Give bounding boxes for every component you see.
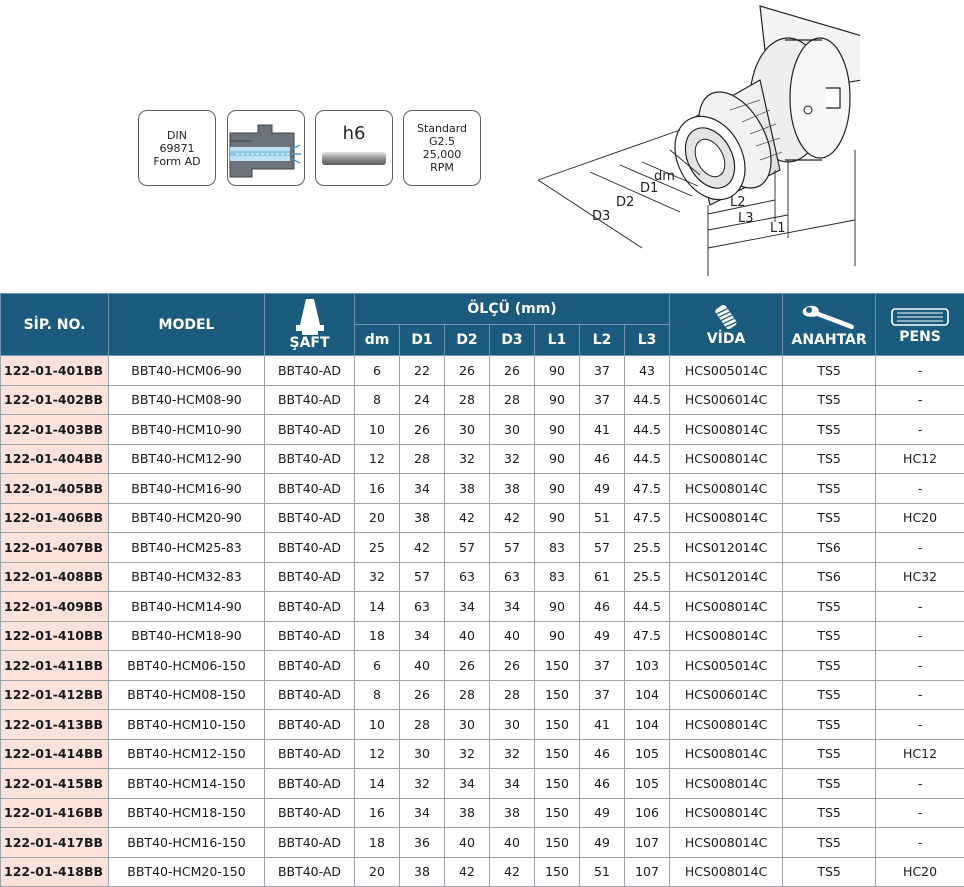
cell-l1: 90 xyxy=(535,385,580,415)
cell-saft: BBT40-AD xyxy=(265,503,355,533)
cell-anahtar: TS6 xyxy=(783,533,876,563)
cell-d1: 63 xyxy=(400,592,445,622)
cell-l1: 150 xyxy=(535,828,580,858)
cell-vida: HCS008014C xyxy=(670,828,783,858)
header-d3: D3 xyxy=(490,325,535,356)
cell-d1: 42 xyxy=(400,533,445,563)
cell-saft: BBT40-AD xyxy=(265,680,355,710)
cell-d3: 30 xyxy=(490,710,535,740)
table-row xyxy=(1,444,964,474)
cell-l2: 51 xyxy=(580,503,625,533)
cell-sip-no: 122-01-406BB xyxy=(1,503,109,533)
cell-anahtar: TS5 xyxy=(783,415,876,445)
cell-anahtar: TS5 xyxy=(783,769,876,799)
cell-l2: 46 xyxy=(580,444,625,474)
cell-d2: 30 xyxy=(445,415,490,445)
cell-l3: 103 xyxy=(625,651,670,681)
cell-l1: 90 xyxy=(535,592,580,622)
cell-dm: 12 xyxy=(355,444,400,474)
cell-l2: 49 xyxy=(580,474,625,504)
cell-d2: 34 xyxy=(445,592,490,622)
cell-dm: 20 xyxy=(355,503,400,533)
cell-sip-no: 122-01-416BB xyxy=(1,798,109,828)
cell-saft: BBT40-AD xyxy=(265,857,355,887)
cell-d2: 28 xyxy=(445,680,490,710)
cell-anahtar: TS6 xyxy=(783,562,876,592)
cell-l1: 150 xyxy=(535,769,580,799)
cell-sip-no: 122-01-401BB xyxy=(1,356,109,386)
cell-l3: 106 xyxy=(625,798,670,828)
cell-saft: BBT40-AD xyxy=(265,651,355,681)
cell-vida: HCS008014C xyxy=(670,415,783,445)
table-row xyxy=(1,385,964,415)
table-row xyxy=(1,592,964,622)
cell-sip-no: 122-01-415BB xyxy=(1,769,109,799)
cell-model: BBT40-HCM14-150 xyxy=(109,769,265,799)
cell-l1: 90 xyxy=(535,503,580,533)
cell-anahtar: TS5 xyxy=(783,680,876,710)
cell-pens: HC12 xyxy=(876,444,964,474)
cell-l2: 37 xyxy=(580,356,625,386)
cell-pens: - xyxy=(876,621,964,651)
cell-l1: 150 xyxy=(535,710,580,740)
cell-l2: 37 xyxy=(580,651,625,681)
cell-dm: 8 xyxy=(355,385,400,415)
header-pens-label: PENS xyxy=(876,329,964,345)
cell-l1: 90 xyxy=(535,415,580,445)
dim-d3-label: D3 xyxy=(592,209,610,224)
cell-d2: 26 xyxy=(445,356,490,386)
cell-d3: 28 xyxy=(490,680,535,710)
cell-d3: 40 xyxy=(490,621,535,651)
table-row xyxy=(1,651,964,681)
cell-d2: 40 xyxy=(445,828,490,858)
cell-sip-no: 122-01-402BB xyxy=(1,385,109,415)
cell-vida: HCS008014C xyxy=(670,621,783,651)
cell-sip-no: 122-01-405BB xyxy=(1,474,109,504)
cell-dm: 12 xyxy=(355,739,400,769)
din-standard-badge xyxy=(138,110,216,186)
cell-d3: 63 xyxy=(490,562,535,592)
cell-saft: BBT40-AD xyxy=(265,769,355,799)
tool-holder-drawing xyxy=(530,0,860,280)
din-standard-text: DIN 69871 Form AD xyxy=(153,129,200,168)
shank-icon xyxy=(290,299,330,335)
cell-l1: 150 xyxy=(535,798,580,828)
header-l1: L1 xyxy=(535,325,580,356)
cell-sip-no: 122-01-411BB xyxy=(1,651,109,681)
cell-pens: - xyxy=(876,769,964,799)
cell-sip-no: 122-01-403BB xyxy=(1,415,109,445)
cell-d1: 26 xyxy=(400,415,445,445)
cell-anahtar: TS5 xyxy=(783,651,876,681)
cell-d1: 28 xyxy=(400,710,445,740)
cell-dm: 8 xyxy=(355,680,400,710)
table-row xyxy=(1,798,964,828)
cell-d2: 40 xyxy=(445,621,490,651)
table-row xyxy=(1,857,964,887)
cell-l1: 150 xyxy=(535,651,580,681)
cell-sip-no: 122-01-404BB xyxy=(1,444,109,474)
cell-d1: 40 xyxy=(400,651,445,681)
cell-pens: - xyxy=(876,385,964,415)
cell-sip-no: 122-01-414BB xyxy=(1,739,109,769)
cell-l1: 90 xyxy=(535,621,580,651)
header-l3: L3 xyxy=(625,325,670,356)
cell-l2: 46 xyxy=(580,739,625,769)
cell-l1: 90 xyxy=(535,444,580,474)
cell-dm: 18 xyxy=(355,621,400,651)
cell-l2: 57 xyxy=(580,533,625,563)
cell-l3: 44.5 xyxy=(625,592,670,622)
header-vida xyxy=(670,294,783,356)
table-row xyxy=(1,621,964,651)
cell-l3: 44.5 xyxy=(625,444,670,474)
cell-saft: BBT40-AD xyxy=(265,592,355,622)
cell-saft: BBT40-AD xyxy=(265,739,355,769)
cell-d1: 36 xyxy=(400,828,445,858)
table-row xyxy=(1,474,964,504)
cell-dm: 25 xyxy=(355,533,400,563)
cell-l3: 105 xyxy=(625,739,670,769)
header-l2: L2 xyxy=(580,325,625,356)
cell-anahtar: TS5 xyxy=(783,503,876,533)
cell-vida: HCS008014C xyxy=(670,592,783,622)
header-dm: dm xyxy=(355,325,400,356)
cell-d3: 42 xyxy=(490,857,535,887)
cell-saft: BBT40-AD xyxy=(265,533,355,563)
table-row xyxy=(1,710,964,740)
dim-l2-label: L2 xyxy=(730,195,746,210)
cell-saft: BBT40-AD xyxy=(265,562,355,592)
cell-d1: 34 xyxy=(400,798,445,828)
cell-vida: HCS006014C xyxy=(670,680,783,710)
cell-l3: 44.5 xyxy=(625,415,670,445)
cell-d3: 42 xyxy=(490,503,535,533)
cell-model: BBT40-HCM12-90 xyxy=(109,444,265,474)
dim-l3-label: L3 xyxy=(738,211,754,226)
coolant-section-icon xyxy=(228,111,304,185)
tolerance-badge xyxy=(315,110,393,186)
dim-l1-label: L1 xyxy=(770,221,786,236)
cell-anahtar: TS5 xyxy=(783,857,876,887)
cell-dm: 16 xyxy=(355,474,400,504)
cell-d2: 38 xyxy=(445,798,490,828)
balance-standard-text: Standard G2.5 25,000 RPM xyxy=(417,122,467,174)
cell-d3: 32 xyxy=(490,444,535,474)
header-sip-no: SİP. NO. xyxy=(1,294,109,356)
cell-l2: 49 xyxy=(580,798,625,828)
cell-dm: 16 xyxy=(355,798,400,828)
cell-d1: 34 xyxy=(400,474,445,504)
cell-l2: 49 xyxy=(580,828,625,858)
cell-d1: 38 xyxy=(400,503,445,533)
cell-pens: - xyxy=(876,710,964,740)
cell-model: BBT40-HCM12-150 xyxy=(109,739,265,769)
cell-pens: - xyxy=(876,592,964,622)
cell-dm: 14 xyxy=(355,769,400,799)
cell-dm: 18 xyxy=(355,828,400,858)
cell-anahtar: TS5 xyxy=(783,710,876,740)
cell-sip-no: 122-01-412BB xyxy=(1,680,109,710)
cell-dm: 32 xyxy=(355,562,400,592)
cell-d1: 32 xyxy=(400,769,445,799)
cell-pens: HC12 xyxy=(876,739,964,769)
cell-l2: 37 xyxy=(580,385,625,415)
cell-vida: HCS005014C xyxy=(670,651,783,681)
cell-d3: 34 xyxy=(490,769,535,799)
cell-model: BBT40-HCM06-150 xyxy=(109,651,265,681)
cell-vida: HCS008014C xyxy=(670,444,783,474)
cell-saft: BBT40-AD xyxy=(265,444,355,474)
cell-l1: 90 xyxy=(535,356,580,386)
cell-l2: 41 xyxy=(580,415,625,445)
cell-d3: 34 xyxy=(490,592,535,622)
table-row xyxy=(1,503,964,533)
cell-l2: 41 xyxy=(580,710,625,740)
cell-l1: 150 xyxy=(535,739,580,769)
cell-saft: BBT40-AD xyxy=(265,415,355,445)
cell-anahtar: TS5 xyxy=(783,828,876,858)
cell-pens: - xyxy=(876,651,964,681)
screw-icon xyxy=(711,303,741,331)
table-row xyxy=(1,828,964,858)
header-vida-label: VİDA xyxy=(670,331,782,347)
cell-vida: HCS005014C xyxy=(670,356,783,386)
cell-model: BBT40-HCM08-150 xyxy=(109,680,265,710)
cell-d3: 38 xyxy=(490,474,535,504)
cell-l3: 47.5 xyxy=(625,503,670,533)
cell-d2: 32 xyxy=(445,739,490,769)
cell-l1: 83 xyxy=(535,533,580,563)
cell-l3: 25.5 xyxy=(625,562,670,592)
cell-model: BBT40-HCM32-83 xyxy=(109,562,265,592)
cell-vida: HCS008014C xyxy=(670,857,783,887)
balance-standard-badge xyxy=(403,110,481,186)
cell-d3: 26 xyxy=(490,356,535,386)
cell-d3: 32 xyxy=(490,739,535,769)
cell-l1: 150 xyxy=(535,680,580,710)
cell-d2: 26 xyxy=(445,651,490,681)
cell-l1: 150 xyxy=(535,857,580,887)
cell-vida: HCS008014C xyxy=(670,474,783,504)
table-row xyxy=(1,680,964,710)
cell-model: BBT40-HCM06-90 xyxy=(109,356,265,386)
spec-table-body xyxy=(1,356,964,887)
cell-l2: 46 xyxy=(580,592,625,622)
cell-model: BBT40-HCM14-90 xyxy=(109,592,265,622)
cell-model: BBT40-HCM20-90 xyxy=(109,503,265,533)
cell-anahtar: TS5 xyxy=(783,621,876,651)
cell-sip-no: 122-01-407BB xyxy=(1,533,109,563)
cell-vida: HCS008014C xyxy=(670,710,783,740)
cell-anahtar: TS5 xyxy=(783,592,876,622)
cell-sip-no: 122-01-418BB xyxy=(1,857,109,887)
table-row xyxy=(1,415,964,445)
cell-model: BBT40-HCM18-150 xyxy=(109,798,265,828)
cell-model: BBT40-HCM08-90 xyxy=(109,385,265,415)
cell-dm: 20 xyxy=(355,857,400,887)
cell-l3: 47.5 xyxy=(625,474,670,504)
cell-d2: 30 xyxy=(445,710,490,740)
cell-d3: 30 xyxy=(490,415,535,445)
cell-d1: 22 xyxy=(400,356,445,386)
header-model: MODEL xyxy=(109,294,265,356)
cell-saft: BBT40-AD xyxy=(265,621,355,651)
cell-l3: 104 xyxy=(625,710,670,740)
dim-d1-label: D1 xyxy=(640,181,658,196)
dim-d2-label: D2 xyxy=(616,195,634,210)
cell-anahtar: TS5 xyxy=(783,798,876,828)
cell-vida: HCS008014C xyxy=(670,503,783,533)
cell-l3: 107 xyxy=(625,857,670,887)
cell-l2: 46 xyxy=(580,769,625,799)
header-d1: D1 xyxy=(400,325,445,356)
cell-d3: 40 xyxy=(490,828,535,858)
cell-anahtar: TS5 xyxy=(783,356,876,386)
cell-d1: 24 xyxy=(400,385,445,415)
cell-saft: BBT40-AD xyxy=(265,710,355,740)
cell-l3: 44.5 xyxy=(625,385,670,415)
cell-sip-no: 122-01-417BB xyxy=(1,828,109,858)
cell-pens: - xyxy=(876,828,964,858)
collet-icon xyxy=(889,305,951,329)
header-saft xyxy=(265,294,355,356)
cell-anahtar: TS5 xyxy=(783,474,876,504)
cell-saft: BBT40-AD xyxy=(265,385,355,415)
cell-saft: BBT40-AD xyxy=(265,798,355,828)
cell-pens: - xyxy=(876,356,964,386)
cell-anahtar: TS5 xyxy=(783,444,876,474)
cell-anahtar: TS5 xyxy=(783,385,876,415)
cell-pens: HC20 xyxy=(876,503,964,533)
header-anahtar xyxy=(783,294,876,356)
cell-d1: 34 xyxy=(400,621,445,651)
cell-d2: 32 xyxy=(445,444,490,474)
cell-d3: 26 xyxy=(490,651,535,681)
tolerance-text: h6 xyxy=(316,123,392,144)
table-row xyxy=(1,739,964,769)
wrench-icon xyxy=(797,302,861,332)
cell-sip-no: 122-01-409BB xyxy=(1,592,109,622)
cell-anahtar: TS5 xyxy=(783,739,876,769)
cell-dm: 14 xyxy=(355,592,400,622)
cell-l3: 43 xyxy=(625,356,670,386)
cell-model: BBT40-HCM10-150 xyxy=(109,710,265,740)
cell-d3: 38 xyxy=(490,798,535,828)
cell-pens: - xyxy=(876,680,964,710)
cell-dm: 10 xyxy=(355,710,400,740)
cell-d2: 57 xyxy=(445,533,490,563)
cell-pens: - xyxy=(876,798,964,828)
cell-l1: 90 xyxy=(535,474,580,504)
cell-dm: 6 xyxy=(355,651,400,681)
cell-saft: BBT40-AD xyxy=(265,828,355,858)
cell-pens: - xyxy=(876,474,964,504)
cell-sip-no: 122-01-413BB xyxy=(1,710,109,740)
cell-l3: 105 xyxy=(625,769,670,799)
header-d2: D2 xyxy=(445,325,490,356)
header-anahtar-label: ANAHTAR xyxy=(783,332,875,348)
cell-model: BBT40-HCM16-90 xyxy=(109,474,265,504)
cell-pens: HC32 xyxy=(876,562,964,592)
product-spec-table xyxy=(0,293,964,887)
cell-d2: 34 xyxy=(445,769,490,799)
cell-pens: - xyxy=(876,533,964,563)
cell-d1: 28 xyxy=(400,444,445,474)
cell-d3: 28 xyxy=(490,385,535,415)
cell-model: BBT40-HCM16-150 xyxy=(109,828,265,858)
cell-dm: 10 xyxy=(355,415,400,445)
cell-model: BBT40-HCM25-83 xyxy=(109,533,265,563)
shank-rod-icon xyxy=(316,111,392,185)
cell-sip-no: 122-01-408BB xyxy=(1,562,109,592)
dim-dm-label: dm xyxy=(654,169,675,184)
cell-vida: HCS008014C xyxy=(670,739,783,769)
cell-saft: BBT40-AD xyxy=(265,474,355,504)
cell-d2: 63 xyxy=(445,562,490,592)
cell-l2: 49 xyxy=(580,621,625,651)
cell-l2: 37 xyxy=(580,680,625,710)
table-row xyxy=(1,769,964,799)
cell-d2: 38 xyxy=(445,474,490,504)
cell-l3: 25.5 xyxy=(625,533,670,563)
cell-d1: 57 xyxy=(400,562,445,592)
cell-vida: HCS012014C xyxy=(670,562,783,592)
table-row xyxy=(1,533,964,563)
cell-model: BBT40-HCM20-150 xyxy=(109,857,265,887)
cell-dm: 6 xyxy=(355,356,400,386)
table-row xyxy=(1,356,964,386)
cell-l3: 104 xyxy=(625,680,670,710)
cell-d1: 38 xyxy=(400,857,445,887)
cell-d3: 57 xyxy=(490,533,535,563)
cell-l1: 83 xyxy=(535,562,580,592)
cell-l2: 51 xyxy=(580,857,625,887)
cell-vida: HCS008014C xyxy=(670,769,783,799)
cell-d2: 42 xyxy=(445,503,490,533)
cell-l2: 61 xyxy=(580,562,625,592)
cell-d2: 28 xyxy=(445,385,490,415)
cell-d1: 26 xyxy=(400,680,445,710)
cell-sip-no: 122-01-410BB xyxy=(1,621,109,651)
cell-model: BBT40-HCM18-90 xyxy=(109,621,265,651)
cell-vida: HCS008014C xyxy=(670,798,783,828)
header-saft-label: ŞAFT xyxy=(265,335,354,351)
header-olcu: ÖLÇÜ (mm) xyxy=(355,294,670,325)
coolant-section-badge xyxy=(227,110,305,186)
table-row xyxy=(1,562,964,592)
cell-vida: HCS012014C xyxy=(670,533,783,563)
cell-vida: HCS006014C xyxy=(670,385,783,415)
cell-saft: BBT40-AD xyxy=(265,356,355,386)
cell-pens: - xyxy=(876,415,964,445)
cell-l3: 47.5 xyxy=(625,621,670,651)
cell-d2: 42 xyxy=(445,857,490,887)
cell-model: BBT40-HCM10-90 xyxy=(109,415,265,445)
cell-d1: 30 xyxy=(400,739,445,769)
cell-pens: HC20 xyxy=(876,857,964,887)
header-pens xyxy=(876,294,964,356)
cell-l3: 107 xyxy=(625,828,670,858)
